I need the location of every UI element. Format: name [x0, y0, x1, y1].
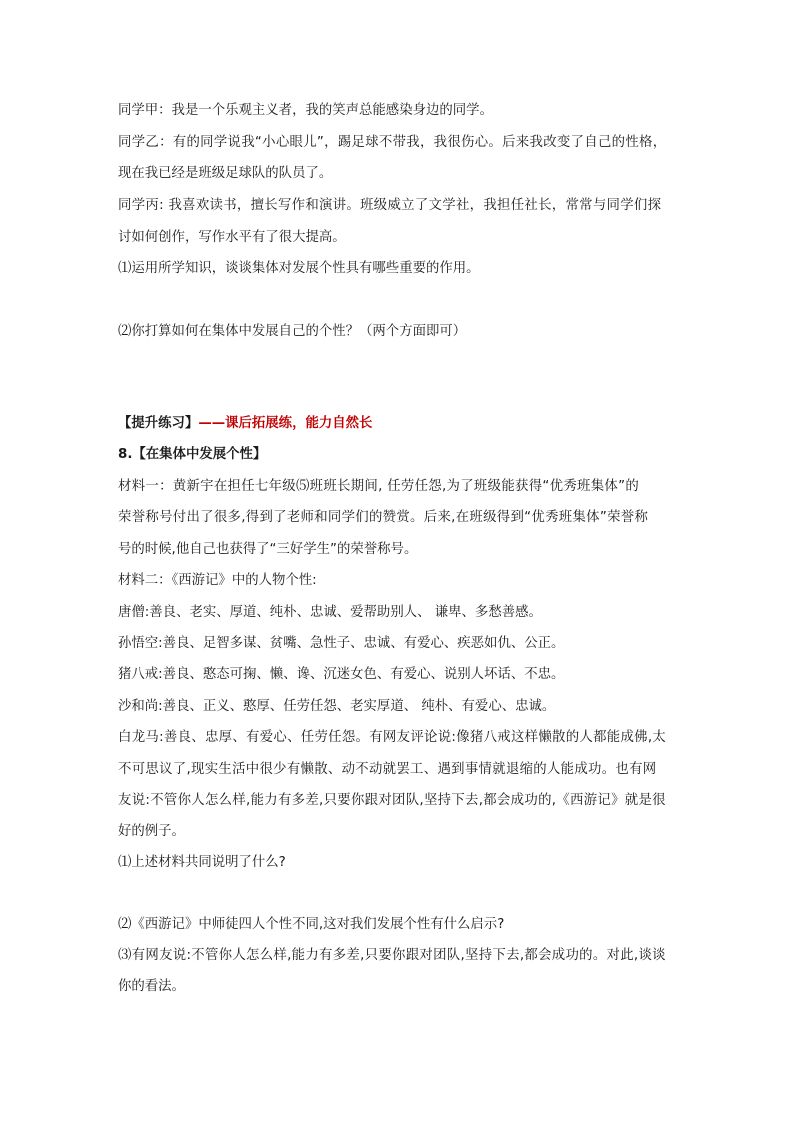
- text-line: 讨如何创作，写作水平有了很大提高。: [118, 230, 346, 245]
- section-heading: [118, 414, 690, 434]
- question-line: ⑴上述材料共同说明了什么?: [118, 855, 286, 870]
- character-line: 孙悟空:善良、足智多谋、贫嘴、急性子、忠诚、有爱心、疾恶如仇、公正。: [118, 636, 565, 651]
- text-line: 同学乙：有的同学说我“小心眼儿”，踢足球不带我，我很伤心。后来我改变了自己的性格，: [118, 135, 667, 150]
- text-line: 号的时候,他自己也获得了“三好学生”的荣誉称号。: [118, 542, 418, 557]
- section-bracket-title: 【提升练习】: [118, 416, 199, 431]
- question-8-title: 8.【在集体中发展个性】: [118, 447, 267, 462]
- question-line: ⑵《西游记》中师徒四人个性不同,这对我们发展个性有什么启示?: [118, 917, 505, 932]
- character-line: 白龙马:善良、忠厚、有爱心、任劳任怨。有网友评论说:像猪八戒这样懒散的人都能成佛,太: [118, 730, 667, 745]
- question-line: ⑴运用所学知识，谈谈集体对发展个性具有哪些重要的作用。: [118, 261, 480, 276]
- text-line: 现在我已经是班级足球队的队员了。: [118, 166, 333, 181]
- text-line: 不可思议了,现实生活中很少有懒散、动不动就罢工、遇到事情就退缩的人能成功。也有网: [118, 762, 657, 777]
- text-line: 荣誉称号付出了很多,得到了老师和同学们的赞赏。后来,在班级得到“优秀班集体”荣誉称: [118, 510, 649, 525]
- character-line: 唐僧:善良、老实、厚道、纯朴、忠诚、爱帮助别人、 谦卑、多愁善感。: [118, 605, 542, 620]
- character-line: 猪八戒:善良、憨态可掬、懒、谗、沉迷女色、有爱心、说别人坏话、不忠。: [118, 667, 565, 682]
- character-line: 沙和尚:善良、正义、憨厚、任劳任怨、老实厚道、 纯朴、有爱心、忠诚。: [118, 699, 556, 714]
- question-line: ⑵你打算如何在集体中发展自己的个性？（两个方面即可）: [118, 324, 467, 339]
- text-line: 同学丙: 我喜欢读书，擅长写作和演讲。班级威立了文学社，我担任社长，常常与同学们探: [118, 198, 662, 213]
- text-line: 好的例子。: [118, 824, 185, 839]
- text-line: 材料一：黄新宇在担任七年级⑸班班长期间, 任劳任怨,为了班级能获得“优秀班集体”的: [118, 479, 640, 494]
- text-line: 同学甲：我是一个乐观主义者，我的笑声总能感染身边的同学。: [118, 103, 493, 118]
- section-red-title: ——课后拓展练，能力自然长: [198, 416, 373, 431]
- text-line: 你的看法。: [118, 979, 185, 994]
- question-line: ⑶有网友说:不管你人怎么样,能力有多差,只要你跟对团队,坚持下去,都会成功的。对此,谈谈: [118, 948, 666, 963]
- text-line: 材料二：《西游记》中的人物个性:: [118, 573, 317, 588]
- text-line: 友说:不管你人怎么样,能力有多差,只要你跟对团队,坚持下去,都会成功的,《西游记》就是很: [118, 793, 666, 808]
